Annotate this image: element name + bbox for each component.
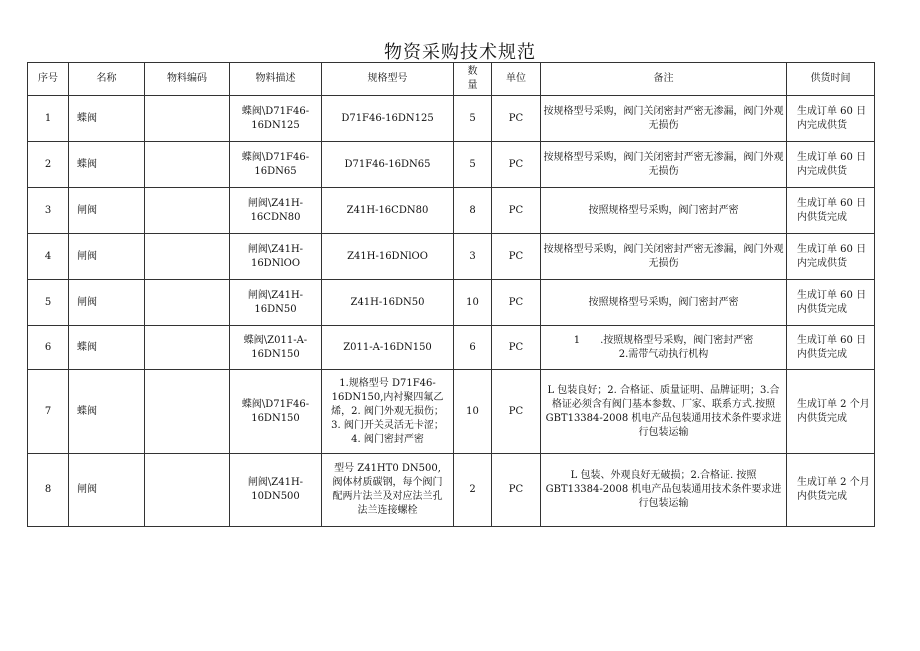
spec-table — [27, 62, 875, 527]
cell-remark: L 包装、外观良好无破损；2.合格证. 按照 GBT13384-2008 机电产品包装通用技术条件要求进行包装运输 — [541, 454, 787, 527]
cell-code — [145, 142, 230, 188]
cell-delivery: 生成订单 60 日内供货完成 — [787, 188, 875, 234]
cell-remark: 按规格型号采购，阀门关闭密封严密无渗漏，阀门外观无损伤 — [541, 142, 787, 188]
cell-model: 型号 Z41HT0 DN500,阀体材质碳钢，每个阀门配两片法兰及对应法兰孔法兰连接螺栓 — [322, 454, 454, 527]
cell-unit: PC — [492, 188, 541, 234]
cell-delivery: 生成订单 60 日内完成供货 — [787, 142, 875, 188]
cell-code — [145, 188, 230, 234]
table-row — [28, 234, 875, 280]
cell-desc: 闸阀\Z41H-10DN500 — [230, 454, 322, 527]
cell-code — [145, 280, 230, 326]
cell-name: 闸阀 — [69, 234, 145, 280]
cell-code — [145, 454, 230, 527]
cell-seq: 5 — [28, 280, 69, 326]
cell-qty: 3 — [454, 234, 492, 280]
table-row — [28, 280, 875, 326]
cell-delivery: 生成订单 60 日内供货完成 — [787, 280, 875, 326]
cell-model: D71F46-16DN65 — [322, 142, 454, 188]
cell-qty: 10 — [454, 370, 492, 454]
header-row — [28, 63, 875, 96]
cell-name: 蝶阀 — [69, 370, 145, 454]
cell-code — [145, 96, 230, 142]
cell-qty: 8 — [454, 188, 492, 234]
cell-desc: 闸阀\Z41H-16DNlOO — [230, 234, 322, 280]
cell-remark: L 包装良好；2. 合格证、质量证明、品牌证明；3.合格证必须含有阀门基本参数、厂家、联系方式.按照 GBT13384-2008 机电产品包装通用技术条件要求进行包装运输 — [541, 370, 787, 454]
table-row — [28, 142, 875, 188]
cell-unit: PC — [492, 96, 541, 142]
cell-unit: PC — [492, 370, 541, 454]
cell-desc: 蝶阀\D71F46-16DN150 — [230, 370, 322, 454]
header-model: 规格型号 — [322, 63, 454, 96]
cell-remark: 按规格型号采购，阀门关闭密封严密无渗漏，阀门外观无损伤 — [541, 96, 787, 142]
cell-seq: 3 — [28, 188, 69, 234]
cell-delivery: 生成订单 60 日内完成供货 — [787, 234, 875, 280]
header-qty: 数量 — [454, 63, 492, 96]
table-row — [28, 370, 875, 454]
cell-seq: 1 — [28, 96, 69, 142]
cell-model: Z41H-16CDN80 — [322, 188, 454, 234]
cell-name: 蝶阀 — [69, 96, 145, 142]
cell-name: 闸阀 — [69, 188, 145, 234]
cell-desc: 闸阀\Z41H-16DN50 — [230, 280, 322, 326]
cell-qty: 2 — [454, 454, 492, 527]
cell-qty: 10 — [454, 280, 492, 326]
cell-delivery: 生成订单 2 个月内供货完成 — [787, 370, 875, 454]
table-row — [28, 326, 875, 370]
cell-unit: PC — [492, 326, 541, 370]
cell-seq: 7 — [28, 370, 69, 454]
cell-remark: 按照规格型号采购，阀门密封严密 — [541, 188, 787, 234]
cell-name: 闸阀 — [69, 454, 145, 527]
header-desc: 物料描述 — [230, 63, 322, 96]
cell-qty: 6 — [454, 326, 492, 370]
cell-unit: PC — [492, 454, 541, 527]
cell-remark: 按规格型号采购，阀门关闭密封严密无渗漏，阀门外观无损伤 — [541, 234, 787, 280]
cell-name: 闸阀 — [69, 280, 145, 326]
cell-model: D71F46-16DN125 — [322, 96, 454, 142]
cell-name: 蝶阀 — [69, 142, 145, 188]
cell-code — [145, 326, 230, 370]
cell-code — [145, 234, 230, 280]
header-code: 物料编码 — [145, 63, 230, 96]
header-unit: 单位 — [492, 63, 541, 96]
cell-seq: 6 — [28, 326, 69, 370]
table-row — [28, 454, 875, 527]
header-delivery: 供货时间 — [787, 63, 875, 96]
cell-model: 1.规格型号 D71F46-16DN150,内衬聚四氟乙烯，2. 阀门外观无损伤；3. 阀门开关灵活无卡涩；4. 阀门密封严密 — [322, 370, 454, 454]
cell-name: 蝶阀 — [69, 326, 145, 370]
cell-unit: PC — [492, 234, 541, 280]
cell-delivery: 生成订单 60 日内完成供货 — [787, 96, 875, 142]
cell-desc: 闸阀\Z41H-16CDN80 — [230, 188, 322, 234]
cell-delivery: 生成订单 2 个月内供货完成 — [787, 454, 875, 527]
cell-seq: 2 — [28, 142, 69, 188]
cell-remark: 1 .按照规格型号采购，阀门密封严密 2.需带气动执行机构 — [541, 326, 787, 370]
cell-desc: 蝶阀\D71F46-16DN65 — [230, 142, 322, 188]
cell-remark: 按照规格型号采购，阀门密封严密 — [541, 280, 787, 326]
cell-model: Z011-A-16DN150 — [322, 326, 454, 370]
cell-desc: 蝶阀\D71F46-16DN125 — [230, 96, 322, 142]
header-remark: 备注 — [541, 63, 787, 96]
cell-qty: 5 — [454, 142, 492, 188]
cell-code — [145, 370, 230, 454]
cell-delivery: 生成订单 60 日内供货完成 — [787, 326, 875, 370]
table-row — [28, 188, 875, 234]
cell-seq: 8 — [28, 454, 69, 527]
header-name: 名称 — [69, 63, 145, 96]
table-row — [28, 96, 875, 142]
cell-qty: 5 — [454, 96, 492, 142]
cell-model: Z41H-16DNlOO — [322, 234, 454, 280]
document-title: 物资采购技术规范 — [384, 42, 536, 63]
cell-desc: 蝶阀\Z011-A-16DN150 — [230, 326, 322, 370]
cell-seq: 4 — [28, 234, 69, 280]
cell-unit: PC — [492, 280, 541, 326]
header-seq: 序号 — [28, 63, 69, 96]
cell-model: Z41H-16DN50 — [322, 280, 454, 326]
cell-unit: PC — [492, 142, 541, 188]
